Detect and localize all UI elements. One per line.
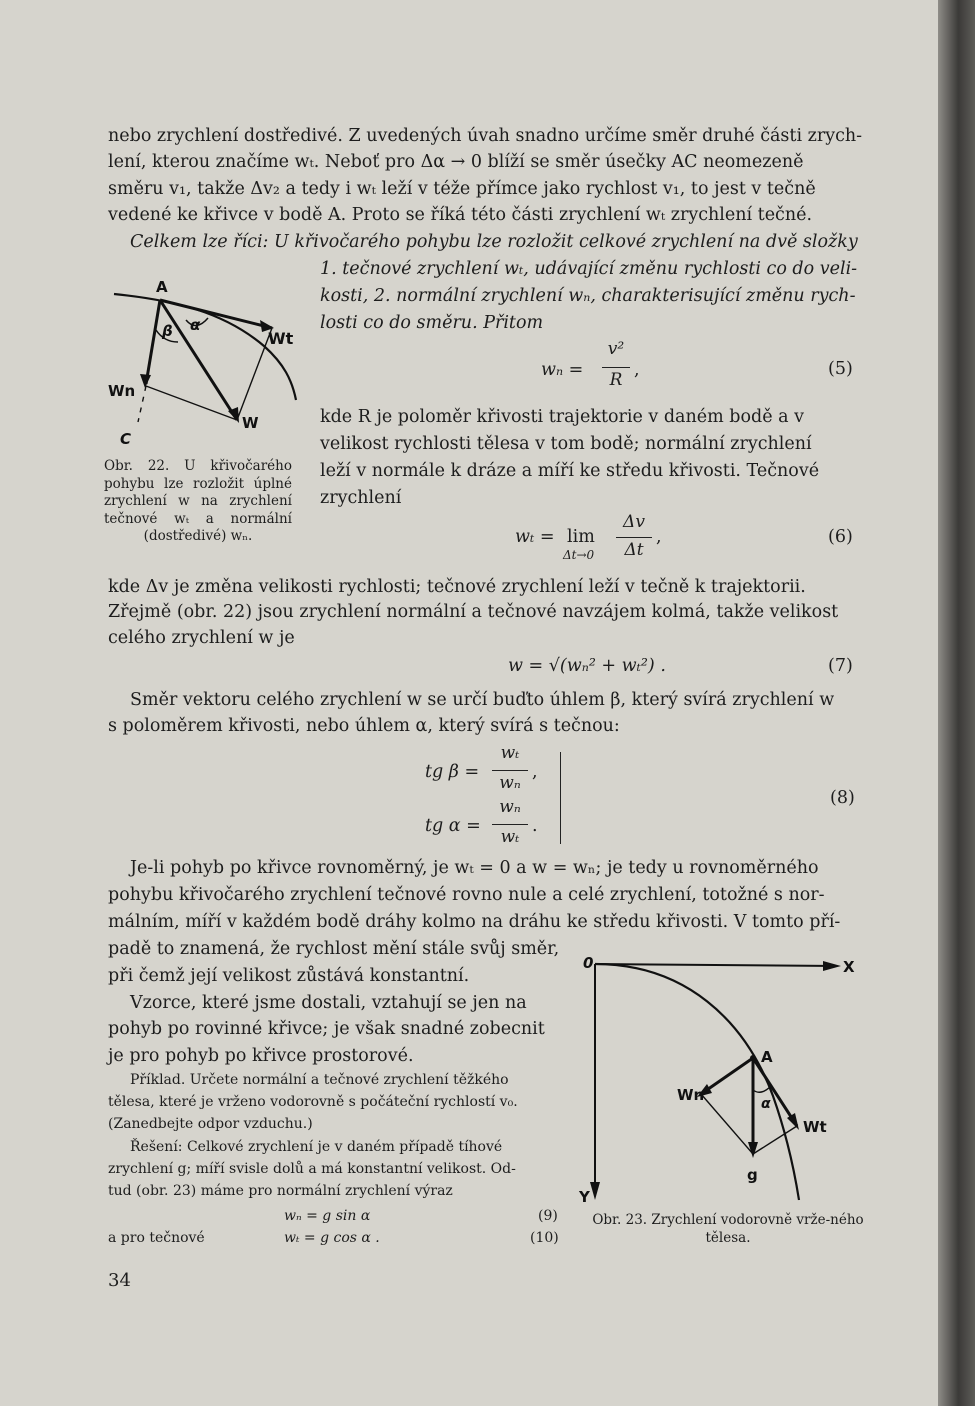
eq-lim-subscript: Δt→0 <box>563 548 595 562</box>
text-line: nebo zrychlení dostředivé. Z uvedených úvah snadno určíme směr druhé části zrych- <box>108 126 863 146</box>
label-beta: β <box>162 322 173 340</box>
figure-22-caption: Obr. 22. U křivočarého pohybu lze rozložit úplné zrychlení w na zrychlení tečnové wₜ a normální (dostředivé) wₙ. <box>104 458 292 544</box>
label-Y: Y <box>579 1188 590 1206</box>
eq-lim: lim <box>567 527 595 547</box>
arrowhead <box>823 961 841 971</box>
label-A: A <box>156 278 168 296</box>
text-line: kosti, 2. normální zrychlení wₙ, charakterisující změnu rych- <box>320 286 856 306</box>
equation-number: (8) <box>830 788 855 808</box>
figure-23-caption: Obr. 23. Zrychlení vodorovně vrže-ného tělesa. <box>592 1212 864 1246</box>
equation-number: (6) <box>828 527 853 547</box>
text-line: kde Δv je změna velikosti rychlosti; tečnové zrychlení leží v tečně k trajektorii. <box>108 577 806 597</box>
construction-line <box>146 386 237 420</box>
construction-line <box>753 1126 797 1154</box>
text-line: je pro pohyb po křivce prostorové. <box>108 1046 414 1066</box>
example-line: Příklad. Určete normální a tečnové zrychlení těžkého <box>130 1072 509 1088</box>
eq-numerator: wₙ <box>499 797 521 817</box>
eq-body: w = √(wₙ² + wₜ²) . <box>508 656 666 676</box>
normal-line <box>146 300 160 384</box>
text-line: pohyb po rovinné křivce; je však snadné zobecnit <box>108 1019 545 1039</box>
fraction-bar <box>616 537 652 538</box>
text-line: lení, kterou značíme wₜ. Neboť pro Δα → 0 blíží se směr úsečky AC neomezeně <box>108 152 804 172</box>
text-line: celého zrychlení w je <box>108 628 295 648</box>
label-O: 0 <box>583 954 594 972</box>
text-line: směru v₁, takže Δv₂ a tedy i wₜ leží v téže přímce jako rychlost v₁, to jest v tečně <box>108 179 816 199</box>
x-axis <box>595 964 837 966</box>
fraction-bar <box>602 367 630 368</box>
eq-denominator: Δt <box>624 540 644 560</box>
text-line: pohybu křivočarého zrychlení tečnové rovno nule a celé zrychlení, totožné s nor- <box>108 885 825 905</box>
text-line: velikost rychlosti tělesa v tom bodě; normální zrychlení <box>320 434 812 454</box>
construction-line <box>237 328 272 420</box>
text-line: leží v normále k dráze a míří ke středu křivosti. Tečnové <box>320 461 820 481</box>
text-line: vedené ke křivce v bodě A. Proto se říká této části zrychlení wₜ zrychlení tečné. <box>108 205 813 225</box>
eq-lhs: wₙ = <box>541 360 584 380</box>
eq-denominator: R <box>609 370 623 390</box>
radius-extension <box>138 386 146 422</box>
example-line: a pro tečnové <box>108 1230 205 1246</box>
text-line: Směr vektoru celého zrychlení w se určí buďto úhlem β, který svírá zrychlení w <box>130 690 835 710</box>
arrowhead <box>590 1182 600 1200</box>
eq-numerator: v² <box>607 339 625 359</box>
eq-lhs: wₜ = <box>515 527 555 547</box>
text-line: při čemž její velikost zůstává konstantní. <box>108 966 470 986</box>
label-C: C <box>120 430 132 448</box>
equation-number: (5) <box>828 359 853 379</box>
text-line: Zřejmě (obr. 22) jsou zrychlení normální a tečnové navzájem kolmá, takže velikost <box>108 602 839 622</box>
label-wn: Wn <box>108 382 136 400</box>
eq-numerator: Δv <box>623 512 645 532</box>
figure-23 <box>575 950 865 1210</box>
eq-denominator: wₜ <box>500 827 520 847</box>
label-X: X <box>843 958 855 976</box>
eq-punct: , <box>634 360 640 380</box>
eq-denominator: wₙ <box>499 773 521 793</box>
book-gutter <box>938 0 975 1406</box>
example-line: Řešení: Celkové zrychlení je v daném případě tíhové <box>130 1139 503 1155</box>
text-line: zrychlení <box>320 488 402 508</box>
eq-lhs: tg α = <box>425 816 481 836</box>
eq-lhs: tg β = <box>425 762 480 782</box>
equation-number: (10) <box>530 1230 559 1246</box>
page-number: 34 <box>108 1270 131 1291</box>
text-line: Celkem lze říci: U křivočarého pohybu lze rozložit celkové zrychlení na dvě složky <box>130 232 858 252</box>
label-wn: Wn <box>677 1086 705 1104</box>
text-line: padě to znamená, že rychlost mění stále svůj směr, <box>108 939 560 959</box>
text-line: málním, míří v každém bodě dráhy kolmo na dráhu ke středu křivosti. V tomto pří- <box>108 912 841 932</box>
construction-line <box>701 1094 753 1154</box>
equation-brace <box>560 752 561 844</box>
fraction-bar <box>492 824 528 825</box>
text-line: s poloměrem křivosti, nebo úhlem α, který svírá s tečnou: <box>108 716 620 736</box>
equation-number: (9) <box>538 1208 558 1224</box>
text-line: Vzorce, které jsme dostali, vztahují se jen na <box>130 993 527 1013</box>
example-line: (Zanedbejte odpor vzduchu.) <box>108 1116 313 1132</box>
fraction-bar <box>492 770 528 771</box>
text-line: kde R je poloměr křivosti trajektorie v daném bodě a v <box>320 407 805 427</box>
equation-number: (7) <box>828 656 853 676</box>
label-alpha: α <box>761 1096 771 1112</box>
eq-punct: , <box>532 762 538 782</box>
eq-punct: . <box>532 816 538 836</box>
label-w: W <box>242 414 259 432</box>
example-line: tělesa, které je vrženo vodorovně s počáteční rychlostí v₀. <box>108 1094 518 1110</box>
label-wt: Wt <box>803 1118 827 1136</box>
example-line: tud (obr. 23) máme pro normální zrychlení výraz <box>108 1183 453 1199</box>
text-line: Je-li pohyb po křivce rovnoměrný, je wₜ = 0 a w = wₙ; je tedy u rovnoměrného <box>130 858 819 878</box>
eq-numerator: wₜ <box>500 743 520 763</box>
label-g: g <box>747 1166 758 1184</box>
label-wt: Wt <box>268 329 294 348</box>
equation-9: wₙ = g sin α <box>284 1208 371 1224</box>
figure-22 <box>104 272 304 452</box>
label-A: A <box>761 1048 773 1066</box>
text-line: 1. tečnové zrychlení wₜ, udávající změnu rychlosti co do veli- <box>320 259 858 279</box>
example-line: zrychlení g; míří svisle dolů a má konstantní velikost. Od- <box>108 1161 516 1177</box>
label-alpha: α <box>190 316 201 334</box>
text-line: losti co do směru. Přitom <box>320 313 544 333</box>
equation-10: wₜ = g cos α . <box>284 1230 380 1246</box>
eq-punct: , <box>656 527 662 547</box>
